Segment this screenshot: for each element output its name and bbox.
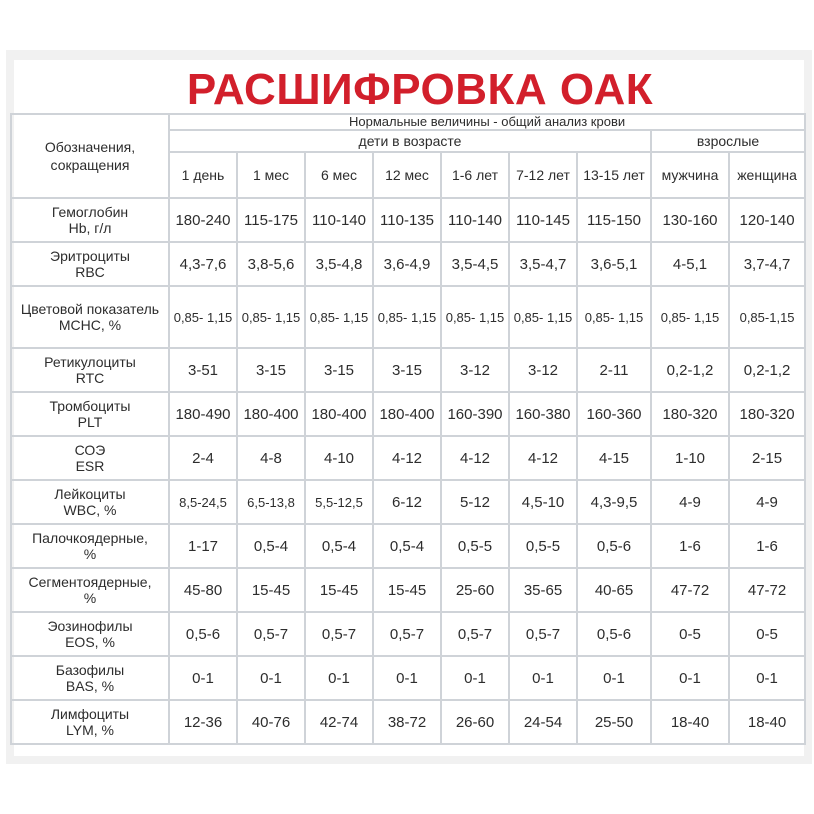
row-label-name: Тромбоциты bbox=[49, 398, 131, 414]
value-cell: 3-15 bbox=[305, 348, 373, 392]
value-cell: 4-9 bbox=[729, 480, 805, 524]
row-label-abbr: ESR bbox=[75, 458, 105, 474]
row-label-name: Ретикулоциты bbox=[44, 354, 136, 370]
value-cell: 2-15 bbox=[729, 436, 805, 480]
value-cell: 110-145 bbox=[509, 198, 577, 242]
value-cell: 115-150 bbox=[577, 198, 651, 242]
value-cell: 3,7-4,7 bbox=[729, 242, 805, 286]
value-cell: 0,85- 1,15 bbox=[651, 286, 729, 348]
label-column-header-line2: сокращения bbox=[50, 157, 130, 173]
row-label-abbr: BAS, % bbox=[65, 678, 115, 694]
age-header-cell: 13-15 лет bbox=[577, 152, 651, 198]
row-label bbox=[11, 524, 169, 568]
value-cell: 47-72 bbox=[729, 568, 805, 612]
blood-test-table bbox=[10, 113, 806, 745]
value-cell: 0-1 bbox=[509, 656, 577, 700]
table-row bbox=[11, 480, 805, 524]
value-cell: 3-12 bbox=[509, 348, 577, 392]
value-cell: 180-320 bbox=[729, 392, 805, 436]
value-cell: 8,5-24,5 bbox=[169, 480, 237, 524]
value-cell: 4-12 bbox=[441, 436, 509, 480]
value-cell: 3,8-5,6 bbox=[237, 242, 305, 286]
value-cell: 4-9 bbox=[651, 480, 729, 524]
value-cell: 47-72 bbox=[651, 568, 729, 612]
value-cell: 180-400 bbox=[373, 392, 441, 436]
row-label-name: СОЭ bbox=[74, 442, 106, 458]
value-cell: 2-4 bbox=[169, 436, 237, 480]
value-cell: 25-60 bbox=[441, 568, 509, 612]
row-label-name: Эозинофилы bbox=[47, 618, 133, 634]
value-cell: 4-12 bbox=[373, 436, 441, 480]
table-row bbox=[11, 286, 805, 348]
value-cell: 3,6-4,9 bbox=[373, 242, 441, 286]
row-label-name: Цветовой показатель bbox=[20, 301, 160, 317]
value-cell: 180-240 bbox=[169, 198, 237, 242]
value-cell: 0,85- 1,15 bbox=[237, 286, 305, 348]
value-cell: 180-400 bbox=[237, 392, 305, 436]
value-cell: 0,85- 1,15 bbox=[305, 286, 373, 348]
value-cell: 42-74 bbox=[305, 700, 373, 744]
value-cell: 110-140 bbox=[441, 198, 509, 242]
value-cell: 0,5-6 bbox=[577, 524, 651, 568]
row-label-name: Сегментоядерные, bbox=[28, 574, 152, 590]
value-cell: 6,5-13,8 bbox=[237, 480, 305, 524]
value-cell: 0-1 bbox=[729, 656, 805, 700]
row-label-name: Лейкоциты bbox=[54, 486, 126, 502]
value-cell: 180-320 bbox=[651, 392, 729, 436]
table-row bbox=[11, 436, 805, 480]
value-cell: 4,5-10 bbox=[509, 480, 577, 524]
value-cell: 0,5-6 bbox=[577, 612, 651, 656]
table-row bbox=[11, 392, 805, 436]
row-label-name: Лимфоциты bbox=[50, 706, 130, 722]
value-cell: 1-6 bbox=[729, 524, 805, 568]
age-header-cell: 6 мес bbox=[305, 152, 373, 198]
table-row bbox=[11, 612, 805, 656]
value-cell: 3-15 bbox=[237, 348, 305, 392]
age-header-cell: мужчина bbox=[651, 152, 729, 198]
page-title: РАСШИФРОВКА ОАК bbox=[186, 65, 654, 114]
value-cell: 0-1 bbox=[651, 656, 729, 700]
value-cell: 0-1 bbox=[373, 656, 441, 700]
row-label bbox=[11, 286, 169, 348]
value-cell: 18-40 bbox=[729, 700, 805, 744]
value-cell: 0,85- 1,15 bbox=[169, 286, 237, 348]
row-label bbox=[11, 198, 169, 242]
row-label-name: Гемоглобин bbox=[51, 204, 129, 220]
row-label bbox=[11, 392, 169, 436]
row-label-abbr: % bbox=[83, 546, 97, 562]
label-column-header bbox=[11, 114, 169, 198]
value-cell: 26-60 bbox=[441, 700, 509, 744]
value-cell: 38-72 bbox=[373, 700, 441, 744]
value-cell: 110-135 bbox=[373, 198, 441, 242]
value-cell: 0,5-7 bbox=[305, 612, 373, 656]
row-label-abbr: Hb, г/л bbox=[68, 220, 112, 236]
table-row bbox=[11, 198, 805, 242]
value-cell: 15-45 bbox=[237, 568, 305, 612]
value-cell: 4-12 bbox=[509, 436, 577, 480]
value-cell: 3-12 bbox=[441, 348, 509, 392]
value-cell: 120-140 bbox=[729, 198, 805, 242]
value-cell: 3,5-4,5 bbox=[441, 242, 509, 286]
table-row bbox=[11, 524, 805, 568]
value-cell: 4-10 bbox=[305, 436, 373, 480]
table-row bbox=[11, 242, 805, 286]
value-cell: 0-5 bbox=[651, 612, 729, 656]
table-row bbox=[11, 568, 805, 612]
row-label bbox=[11, 480, 169, 524]
age-header-cell: 1 мес bbox=[237, 152, 305, 198]
value-cell: 0-1 bbox=[305, 656, 373, 700]
value-cell: 0,5-4 bbox=[237, 524, 305, 568]
value-cell: 0,5-5 bbox=[509, 524, 577, 568]
value-cell: 3-15 bbox=[373, 348, 441, 392]
age-header-cell: 12 мес bbox=[373, 152, 441, 198]
value-cell: 12-36 bbox=[169, 700, 237, 744]
value-cell: 0,5-6 bbox=[169, 612, 237, 656]
value-cell: 40-76 bbox=[237, 700, 305, 744]
value-cell: 0-1 bbox=[577, 656, 651, 700]
value-cell: 1-10 bbox=[651, 436, 729, 480]
normal-values-header: Нормальные величины - общий анализ крови bbox=[169, 114, 805, 130]
value-cell: 5-12 bbox=[441, 480, 509, 524]
row-label-abbr: RTC bbox=[75, 370, 105, 386]
value-cell: 0,5-5 bbox=[441, 524, 509, 568]
age-header-cell: 1-6 лет bbox=[441, 152, 509, 198]
table-row bbox=[11, 700, 805, 744]
value-cell: 25-50 bbox=[577, 700, 651, 744]
value-cell: 160-380 bbox=[509, 392, 577, 436]
row-label-abbr: PLT bbox=[77, 414, 103, 430]
value-cell: 0,2-1,2 bbox=[729, 348, 805, 392]
adults-header: взрослые bbox=[651, 130, 805, 152]
value-cell: 4-5,1 bbox=[651, 242, 729, 286]
row-label-name: Эритроциты bbox=[50, 248, 130, 264]
value-cell: 110-140 bbox=[305, 198, 373, 242]
value-cell: 0,5-4 bbox=[373, 524, 441, 568]
value-cell: 3,5-4,7 bbox=[509, 242, 577, 286]
value-cell: 3,5-4,8 bbox=[305, 242, 373, 286]
row-label-abbr: RBC bbox=[75, 264, 105, 280]
value-cell: 115-175 bbox=[237, 198, 305, 242]
value-cell: 160-360 bbox=[577, 392, 651, 436]
value-cell: 4,3-7,6 bbox=[169, 242, 237, 286]
value-cell: 0,85- 1,15 bbox=[577, 286, 651, 348]
value-cell: 180-490 bbox=[169, 392, 237, 436]
table-row bbox=[11, 656, 805, 700]
value-cell: 180-400 bbox=[305, 392, 373, 436]
row-label bbox=[11, 568, 169, 612]
table-row bbox=[11, 348, 805, 392]
value-cell: 0,5-7 bbox=[509, 612, 577, 656]
value-cell: 4-15 bbox=[577, 436, 651, 480]
row-label-abbr: EOS, % bbox=[65, 634, 115, 650]
row-label bbox=[11, 436, 169, 480]
value-cell: 0,85- 1,15 bbox=[441, 286, 509, 348]
value-cell: 2-11 bbox=[577, 348, 651, 392]
row-label-name: Базофилы bbox=[55, 662, 125, 678]
row-label bbox=[11, 242, 169, 286]
row-label bbox=[11, 612, 169, 656]
row-label-abbr: LYM, % bbox=[66, 722, 114, 738]
row-label-abbr: WBC, % bbox=[63, 502, 117, 518]
value-cell: 0,5-7 bbox=[441, 612, 509, 656]
value-cell: 18-40 bbox=[651, 700, 729, 744]
age-header-cell: 1 день bbox=[169, 152, 237, 198]
value-cell: 0,85- 1,15 bbox=[509, 286, 577, 348]
value-cell: 0-1 bbox=[237, 656, 305, 700]
value-cell: 3,6-5,1 bbox=[577, 242, 651, 286]
row-label-abbr: МСНС, % bbox=[58, 317, 122, 333]
value-cell: 0,2-1,2 bbox=[651, 348, 729, 392]
label-column-header-line1: Обозначения, bbox=[44, 139, 136, 155]
value-cell: 0,5-7 bbox=[373, 612, 441, 656]
value-cell: 3-51 bbox=[169, 348, 237, 392]
value-cell: 5,5-12,5 bbox=[305, 480, 373, 524]
children-header: дети в возрасте bbox=[169, 130, 651, 152]
value-cell: 15-45 bbox=[305, 568, 373, 612]
value-cell: 35-65 bbox=[509, 568, 577, 612]
row-label bbox=[11, 348, 169, 392]
value-cell: 0-5 bbox=[729, 612, 805, 656]
value-cell: 1-17 bbox=[169, 524, 237, 568]
value-cell: 0,5-7 bbox=[237, 612, 305, 656]
value-cell: 1-6 bbox=[651, 524, 729, 568]
table-body bbox=[11, 198, 805, 744]
value-cell: 15-45 bbox=[373, 568, 441, 612]
value-cell: 0-1 bbox=[169, 656, 237, 700]
age-header-cell: 7-12 лет bbox=[509, 152, 577, 198]
value-cell: 0,5-4 bbox=[305, 524, 373, 568]
value-cell: 40-65 bbox=[577, 568, 651, 612]
value-cell: 0-1 bbox=[441, 656, 509, 700]
value-cell: 6-12 bbox=[373, 480, 441, 524]
value-cell: 130-160 bbox=[651, 198, 729, 242]
row-label bbox=[11, 700, 169, 744]
value-cell: 4,3-9,5 bbox=[577, 480, 651, 524]
row-label-abbr: % bbox=[83, 590, 97, 606]
value-cell: 0,85- 1,15 bbox=[373, 286, 441, 348]
row-label bbox=[11, 656, 169, 700]
age-header-cell: женщина bbox=[729, 152, 805, 198]
value-cell: 45-80 bbox=[169, 568, 237, 612]
value-cell: 24-54 bbox=[509, 700, 577, 744]
value-cell: 160-390 bbox=[441, 392, 509, 436]
value-cell: 0,85-1,15 bbox=[729, 286, 805, 348]
value-cell: 4-8 bbox=[237, 436, 305, 480]
row-label-name: Палочкоядерные, bbox=[32, 530, 148, 546]
